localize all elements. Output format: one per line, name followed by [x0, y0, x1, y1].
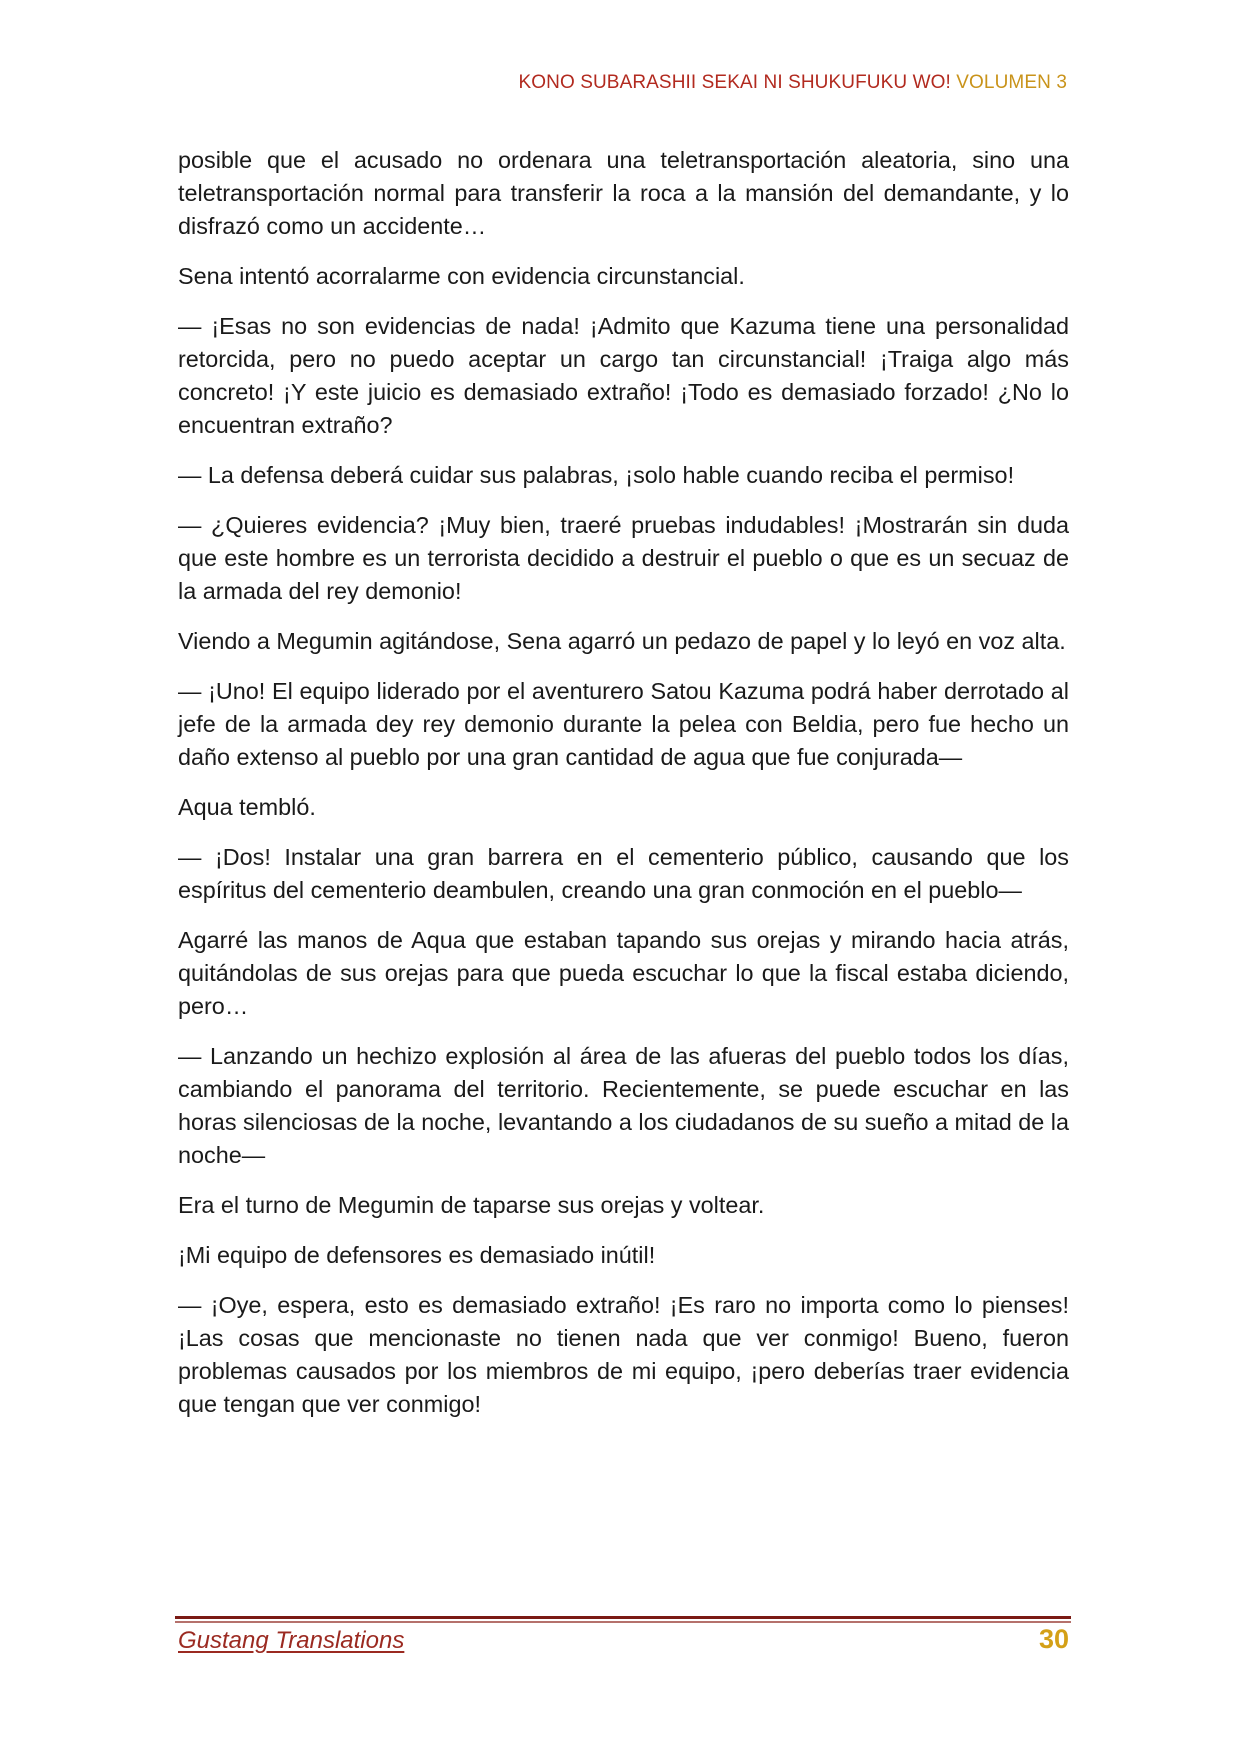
paragraph: — ¡Oye, espera, esto es demasiado extraño! ¡Es raro no importa como lo pienses! ¡Las cosas que mencionaste no tienen nada que ver conmigo! Bueno, fueron problemas causados por los miembros de mi equipo, ¡pero deberías traer evidencia que tengan que ver conmigo!	[178, 1292, 1069, 1417]
paragraph: — Lanzando un hechizo explosión al área de las afueras del pueblo todos los días, cambiando el panorama del territorio. Recientemente, se puede escuchar en las horas silenciosas de la noche, levantando a los ciudadanos de su sueño a mitad de la noche—	[178, 1043, 1069, 1168]
paragraph: Aqua tembló.	[178, 794, 316, 820]
header-series-title: KONO SUBARASHII SEKAI NI SHUKUFUKU WO!	[518, 72, 951, 93]
paragraph: posible que el acusado no ordenara una teletransportación aleatoria, sino una teletransportación normal para transferir la roca a la mansión del demandante, y lo disfrazó como un accidente…	[178, 147, 1069, 239]
footer-divider-thin	[175, 1621, 1071, 1623]
paragraph: Viendo a Megumin agitándose, Sena agarró un pedazo de papel y lo leyó en voz alta.	[178, 628, 1066, 654]
paragraph: — ¡Esas no son evidencias de nada! ¡Admito que Kazuma tiene una personalidad retorcida, pero no puedo aceptar un cargo tan circunstancial! ¡Traiga algo más concreto! ¡Y este juicio es demasiado extraño! ¡Todo es demasiado forzado! ¿No lo encuentran extraño?	[178, 313, 1069, 438]
paragraph: — ¿Quieres evidencia? ¡Muy bien, traeré pruebas indudables! ¡Mostrarán sin duda que este hombre es un terrorista decidido a destruir el pueblo o que es un secuaz de la armada del rey demonio!	[178, 512, 1069, 604]
paragraph: — ¡Dos! Instalar una gran barrera en el cementerio público, causando que los espíritus del cementerio deambulen, creando una gran conmoción en el pueblo—	[178, 844, 1069, 903]
paragraph: Era el turno de Megumin de taparse sus orejas y voltear.	[178, 1192, 765, 1218]
running-header	[518, 72, 1067, 94]
paragraph: — La defensa deberá cuidar sus palabras, ¡solo hable cuando reciba el permiso!	[178, 462, 1015, 488]
page-number: 30	[1038, 1624, 1069, 1654]
paragraph: Agarré las manos de Aqua que estaban tapando sus orejas y mirando hacia atrás, quitándolas de sus orejas para que pueda escuchar lo que la fiscal estaba diciendo, pero…	[178, 927, 1069, 1019]
footer-credit: Gustang Translations	[178, 1627, 405, 1654]
header-volume: VOLUMEN 3	[950, 72, 1067, 93]
body-text	[178, 144, 1069, 1438]
paragraph: ¡Mi equipo de defensores es demasiado inútil!	[178, 1242, 656, 1268]
paragraph: — ¡Uno! El equipo liderado por el aventurero Satou Kazuma podrá haber derrotado al jefe de la armada dey rey demonio durante la pelea con Beldia, pero fue hecho un daño extenso al pueblo por una gran cantidad de agua que fue conjurada—	[178, 678, 1069, 770]
footer-divider	[175, 1616, 1071, 1619]
paragraph: Sena intentó acorralarme con evidencia circunstancial.	[178, 263, 745, 289]
